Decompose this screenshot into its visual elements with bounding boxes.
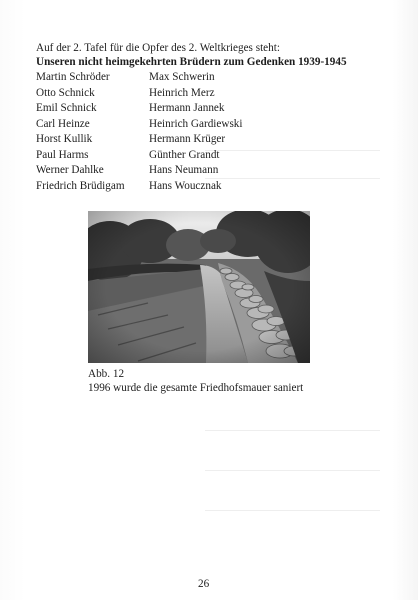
bleed-through-line — [205, 430, 380, 431]
name-row — [36, 163, 243, 179]
name-left: Friedrich Brüdigam — [36, 179, 125, 192]
intro-text: Auf der 2. Tafel für die Opfer des 2. Weltkrieges steht: — [36, 42, 280, 54]
name-left: Martin Schröder — [36, 71, 110, 83]
name-left: Horst Kullik — [36, 133, 93, 145]
name-left: Emil Schnick — [36, 102, 97, 114]
bleed-through-line — [205, 510, 380, 511]
memorial-heading: Unseren nicht heimgekehrten Brüdern zum Gedenken 1939-1945 — [36, 56, 347, 68]
name-row — [36, 179, 243, 195]
name-left: Paul Harms — [36, 148, 89, 161]
name-row — [36, 70, 243, 86]
photo-illustration — [88, 211, 310, 363]
name-row — [36, 148, 243, 164]
name-row — [36, 117, 243, 133]
name-right: Heinrich Merz — [149, 86, 215, 99]
name-left: Carl Heinze — [36, 117, 90, 130]
cemetery-wall-photo — [88, 211, 310, 363]
names-list — [36, 70, 243, 194]
name-right: Heinrich Gardiewski — [149, 117, 243, 130]
name-right: Günther Grandt — [149, 148, 220, 161]
name-left: Otto Schnick — [36, 86, 95, 99]
name-right: Hermann Krüger — [149, 133, 226, 145]
name-row — [36, 101, 243, 117]
name-left: Werner Dahlke — [36, 164, 104, 176]
figure-caption: 1996 wurde die gesamte Friedhofsmauer saniert — [88, 382, 304, 394]
name-right: Hermann Jannek — [149, 102, 225, 114]
name-row — [36, 86, 243, 102]
name-right: Hans Neumann — [149, 164, 219, 176]
name-right: Hans Woucznak — [149, 179, 222, 192]
name-right: Max Schwerin — [149, 71, 215, 83]
bleed-through-line — [205, 470, 380, 471]
page-number: 26 — [198, 578, 210, 590]
name-row — [36, 132, 243, 148]
figure-label: Abb. 12 — [88, 368, 125, 380]
